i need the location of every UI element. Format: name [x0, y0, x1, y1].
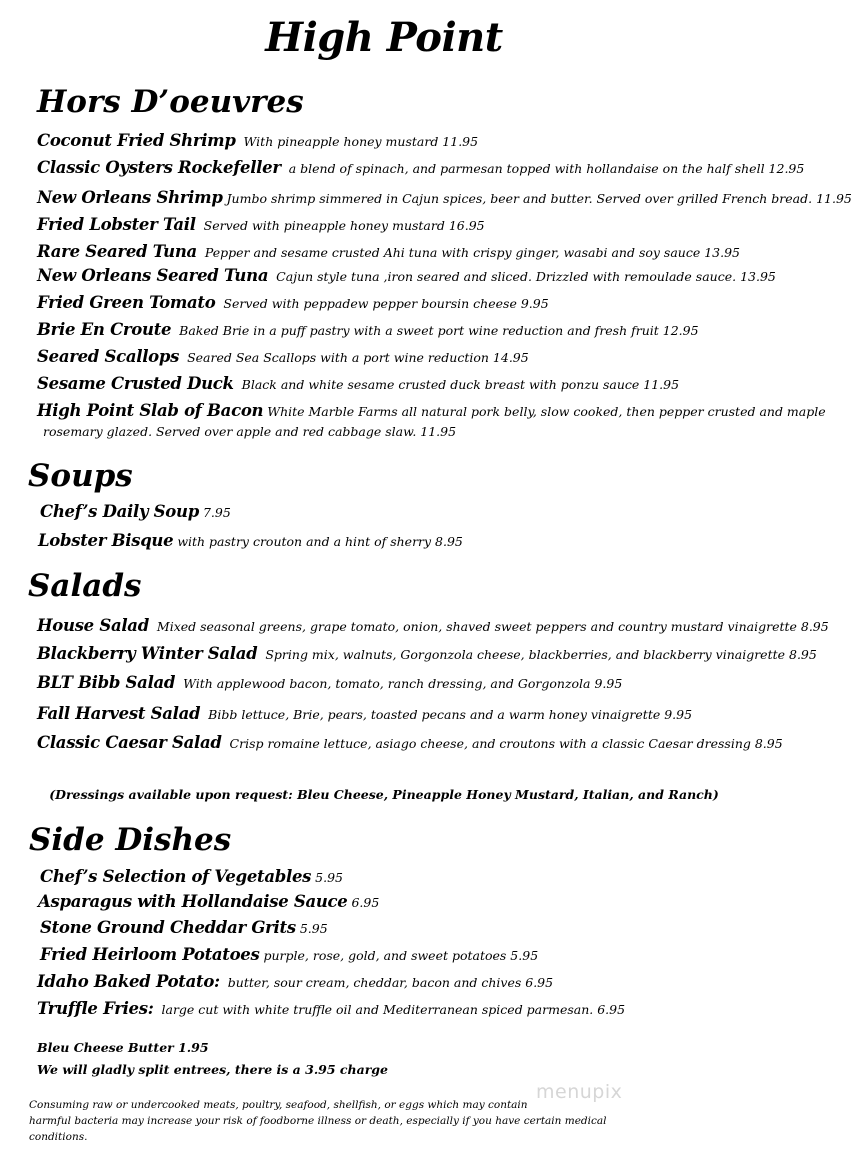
item-name: Lobster Bisque: [38, 531, 174, 550]
item-description: Seared Sea Scallops with a port wine reduction 14.95: [187, 350, 529, 365]
menu-item: [40, 919, 328, 938]
item-description: butter, sour cream, cheddar, bacon and chives 6.95: [227, 975, 554, 990]
menu-item: [37, 1000, 625, 1019]
menu-item: [37, 617, 829, 636]
item-name: Idaho Baked Potato:: [37, 972, 220, 991]
item-description: large cut with white truffle oil and Mediterranean spiced parmesan. 6.95: [161, 1002, 626, 1017]
item-name: Fall Harvest Salad: [37, 704, 201, 723]
item-name: New Orleans Seared Tuna: [37, 266, 269, 285]
item-description: Crisp romaine lettuce, asiago cheese, and croutons with a classic Caesar dressing 8.95: [229, 736, 783, 751]
menu-item: [37, 267, 776, 286]
item-name: Blackberry Winter Salad: [37, 644, 258, 663]
item-description: 5.95: [315, 870, 343, 885]
menu-item: [37, 294, 549, 313]
menu-item: [37, 645, 817, 664]
item-description: Spring mix, walnuts, Gorgonzola cheese, blackberries, and blackberry vinaigrette 8.95: [265, 647, 817, 662]
item-description: purple, rose, gold, and sweet potatoes 5.95: [263, 948, 539, 963]
item-description: Served with pineapple honey mustard 16.95: [203, 218, 485, 233]
menu-item: [37, 132, 478, 151]
menu-item: [37, 402, 826, 421]
item-name: Sesame Crusted Duck: [37, 374, 234, 393]
item-name: New Orleans Shrimp: [37, 188, 223, 207]
menu-item: [37, 705, 692, 724]
item-description: with pastry crouton and a hint of sherry 8.95: [177, 534, 463, 549]
item-name: Stone Ground Cheddar Grits: [40, 918, 296, 937]
menupix-watermark: menupix: [536, 1081, 623, 1103]
menu-item: [37, 348, 529, 367]
item-description: a blend of spinach, and parmesan topped with hollandaise on the half shell 12.95: [288, 161, 805, 176]
item-description: Baked Brie in a puff pastry with a sweet port wine reduction and fresh fruit 12.95: [179, 323, 699, 338]
menu-item: [38, 532, 463, 551]
item-description: With pineapple honey mustard 11.95: [243, 134, 479, 149]
item-description: rosemary glazed. Served over apple and red cabbage slaw. 11.95: [43, 424, 457, 439]
menu-item: [37, 734, 783, 753]
item-name: Chef’s Daily Soup: [40, 502, 199, 521]
menu-item: [37, 375, 679, 394]
item-description: 5.95: [299, 921, 328, 936]
menu-item: [37, 973, 553, 992]
item-description: White Marble Farms all natural pork belly, slow cooked, then pepper crusted and maple: [267, 404, 826, 419]
item-description: Pepper and sesame crusted Ahi tuna with crispy ginger, wasabi and soy sauce 13.95: [204, 245, 741, 260]
menu-item-continued: [43, 423, 456, 441]
disclaimer-line: harmful bacteria may increase your risk of foodborne illness or death, especially if you have certain medical conditions.: [29, 1115, 607, 1143]
item-name: Coconut Fried Shrimp: [37, 131, 236, 150]
restaurant-title: High Point: [265, 14, 503, 61]
menu-item: [37, 189, 852, 208]
section-heading-salads: Salads: [28, 568, 142, 604]
item-description: Bibb lettuce, Brie, pears, toasted pecans and a warm honey vinaigrette 9.95: [208, 707, 693, 722]
menu-item: [40, 868, 343, 887]
menu-item: [37, 321, 699, 340]
menu-item: [37, 216, 485, 235]
disclaimer-line: Consuming raw or undercooked meats, poultry, seafood, shellfish, or eggs which may contain: [29, 1099, 528, 1111]
section-heading-side-dishes: Side Dishes: [29, 822, 232, 858]
section-heading-hors-doeuvres: Hors D’oeuvres: [37, 84, 304, 120]
item-name: Seared Scallops: [37, 347, 180, 366]
item-name: Asparagus with Hollandaise Sauce: [38, 892, 348, 911]
item-name: Brie En Croute: [37, 320, 172, 339]
split-entree-note: We will gladly split entrees, there is a 3.95 charge: [37, 1062, 388, 1077]
item-description: Black and white sesame crusted duck breast with ponzu sauce 11.95: [241, 377, 680, 392]
item-name: Fried Green Tomato: [37, 293, 216, 312]
item-name: Fried Heirloom Potatoes: [40, 945, 260, 964]
section-heading-soups: Soups: [28, 458, 133, 494]
menu-item: [37, 243, 740, 262]
bleu-cheese-butter: Bleu Cheese Butter 1.95: [37, 1040, 209, 1055]
item-description: Served with peppadew pepper boursin cheese 9.95: [223, 296, 549, 311]
item-description: Jumbo shrimp simmered in Cajun spices, beer and butter. Served over grilled French bread. 11.95: [226, 191, 852, 206]
menu-item: [40, 503, 231, 522]
item-name: House Salad: [37, 616, 149, 635]
item-name: Truffle Fries:: [37, 999, 154, 1018]
menu-item: [40, 946, 538, 965]
item-description: Mixed seasonal greens, grape tomato, onion, shaved sweet peppers and country mustard vinaigrette 8.95: [156, 619, 829, 634]
food-safety-disclaimer: [29, 1097, 649, 1145]
item-name: Classic Oysters Rockefeller: [37, 158, 281, 177]
menu-item: [38, 893, 379, 912]
item-name: Fried Lobster Tail: [37, 215, 196, 234]
item-name: BLT Bibb Salad: [37, 673, 176, 692]
item-description: 6.95: [351, 895, 380, 910]
item-name: High Point Slab of Bacon: [37, 401, 264, 420]
item-name: Rare Seared Tuna: [37, 242, 197, 261]
item-description: Cajun style tuna ,iron seared and sliced. Drizzled with remoulade sauce. 13.95: [276, 269, 776, 284]
item-description: 7.95: [202, 505, 231, 520]
item-name: Classic Caesar Salad: [37, 733, 222, 752]
item-name: Chef’s Selection of Vegetables: [40, 867, 312, 886]
dressings-note: (Dressings available upon request: Bleu Cheese, Pineapple Honey Mustard, Italian, and Ranch): [49, 787, 719, 802]
menu-item: [37, 159, 804, 178]
menu-item: [37, 674, 622, 693]
item-description: With applewood bacon, tomato, ranch dressing, and Gorgonzola 9.95: [183, 676, 623, 691]
